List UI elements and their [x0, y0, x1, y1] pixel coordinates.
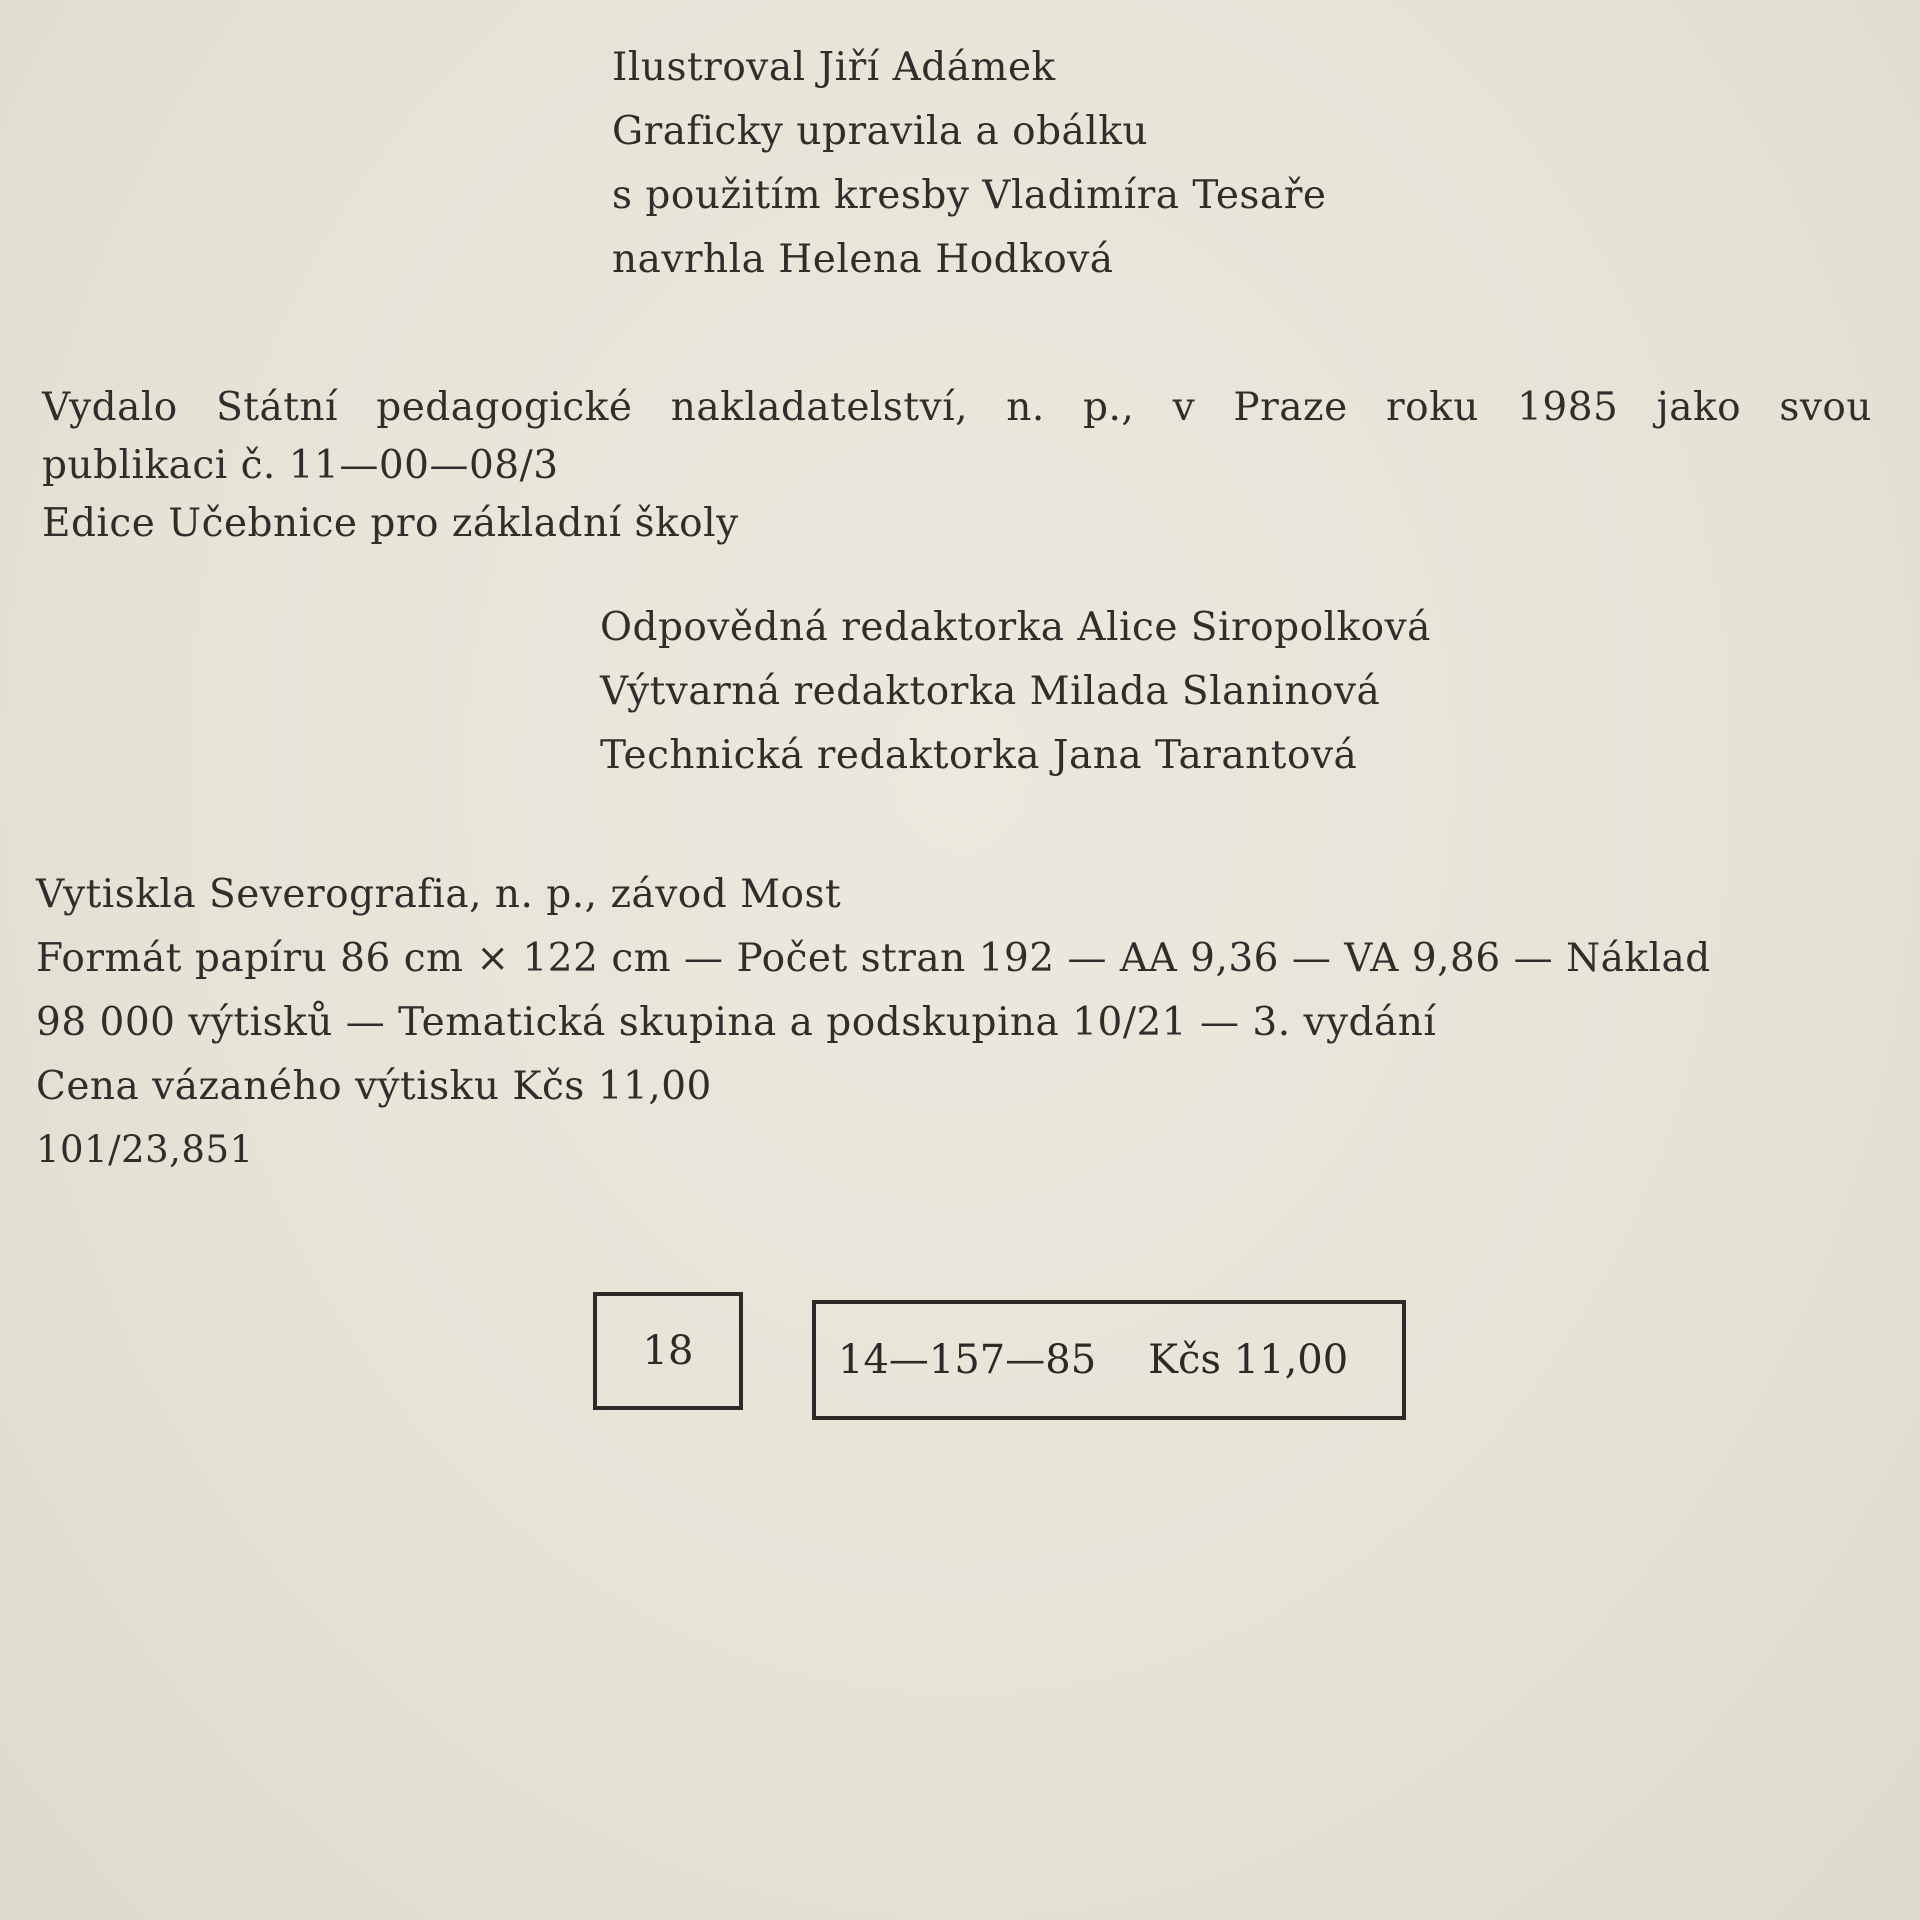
number-box: [593, 1292, 743, 1410]
printer-info: [36, 872, 1711, 1195]
number-box-value: 18: [642, 1328, 694, 1374]
publisher-info: [42, 385, 1872, 562]
editors-credits: [600, 605, 1431, 800]
publisher-line-2: publikaci č. 11—00—08/3: [42, 443, 559, 488]
format-line: Formát papíru 86 cm × 122 cm — Počet stran 192 — AA 9,36 — VA 9,86 — Náklad: [36, 936, 1711, 981]
graphics-credit-line-3: navrhla Helena Hodková: [612, 237, 1114, 282]
art-editor: Výtvarná redaktorka Milada Slaninová: [600, 669, 1381, 714]
technical-editor: Technická redaktorka Jana Tarantová: [600, 733, 1358, 778]
price-value: Kčs 11,00: [1148, 1337, 1349, 1383]
edition-line: Edice Učebnice pro základní školy: [42, 501, 739, 546]
graphics-credit-line-2: s použitím kresby Vladimíra Tesaře: [612, 173, 1327, 218]
printed-by-line: Vytiskla Severografia, n. p., závod Most: [36, 872, 842, 917]
illustration-credits: [612, 45, 1327, 304]
catalog-code-line: 101/23,851: [36, 1128, 254, 1171]
catalog-code-value: 14—157—85: [838, 1337, 1097, 1383]
copies-line: 98 000 výtisků — Tematická skupina a podskupina 10/21 — 3. vydání: [36, 1000, 1437, 1045]
price-code-box: [812, 1300, 1406, 1420]
publisher-line-1: Vydalo Státní pedagogické nakladatelství, n. p., v Praze roku 1985 jako svou: [42, 385, 1872, 430]
responsible-editor: Odpovědná redaktorka Alice Siropolková: [600, 605, 1431, 650]
price-line: Cena vázaného výtisku Kčs 11,00: [36, 1064, 712, 1109]
illustrator-credit: Ilustroval Jiří Adámek: [612, 45, 1056, 90]
graphics-credit-line-1: Graficky upravila a obálku: [612, 109, 1149, 154]
